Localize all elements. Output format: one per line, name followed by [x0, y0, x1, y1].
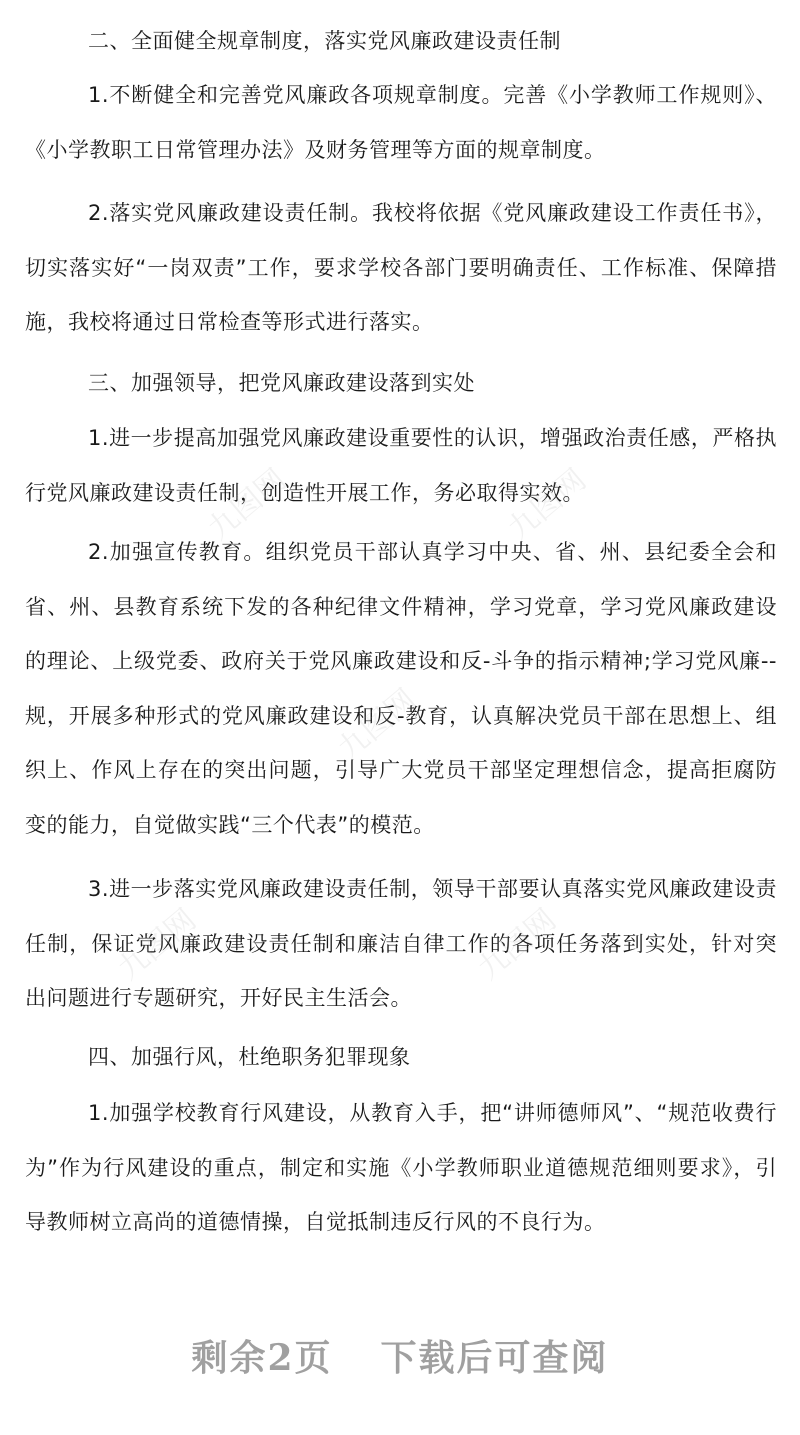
watermark: 九图网 — [111, 902, 203, 988]
watermark: 九图网 — [501, 462, 593, 548]
watermark: 九图网 — [471, 902, 563, 988]
section-3-paragraph-2: 2.加强宣传教育。组织党员干部认真学习中央、省、州、县纪委全会和省、州、县教育系统下发的各种纪律文件精神，学习党章，学习党风廉政建设的理论、上级党委、政府关于党风廉政建设和反-斗争的指示精神;学习党风廉--规，开展多种形式的党风廉政建设和反-教育，认真解决党员干部在思想上、组织上、作风上存在的突出问题，引导广大党员干部坚定理想信念，提高拒腐防变的能力，自觉做实践“三个代表”的模范。 — [25, 540, 777, 837]
download-prompt[interactable] — [0, 1330, 800, 1381]
section-4-paragraph-1: 1.加强学校教育行风建设，从教育入手，把“讲师德师风”、“规范收费行为”作为行风建设的重点，制定和实施《小学教师职业道德规范细则要求》，引导教师树立高尚的道德情操，自觉抵制违反行风的不良行为。 — [25, 1101, 777, 1235]
section-4-heading: 四、加强行风，杜绝职务犯罪现象 — [88, 1045, 411, 1069]
section-3-heading: 三、加强领导，把党风廉政建设落到实处 — [88, 371, 475, 395]
watermark: 九图网 — [201, 462, 293, 548]
download-to-view-label: 下载后可查阅 — [380, 1337, 609, 1379]
section-2-heading: 二、全面健全规章制度，落实党风廉政建设责任制 — [88, 29, 561, 53]
watermark: 九图网 — [331, 682, 423, 768]
remaining-pages-label: 剩余2页 — [191, 1337, 333, 1379]
section-2-paragraph-1: 1.不断健全和完善党风廉政各项规章制度。完善《小学教师工作规则》、《小学教职工日常管理办法》及财务管理等方面的规章制度。 — [25, 83, 777, 162]
section-2-paragraph-2: 2.落实党风廉政建设责任制。我校将依据《党风廉政建设工作责任书》，切实落实好“一岗双责”工作，要求学校各部门要明确责任、工作标准、保障措施，我校将通过日常检查等形式进行落实。 — [25, 201, 777, 335]
section-3-paragraph-3: 3.进一步落实党风廉政建设责任制，领导干部要认真落实党风廉政建设责任制，保证党风廉政建设责任制和廉洁自律工作的各项任务落到实处，针对突出问题进行专题研究，开好民主生活会。 — [25, 877, 777, 1011]
section-3-paragraph-1: 1.进一步提高加强党风廉政建设重要性的认识，增强政治责任感，严格执行党风廉政建设责任制，创造性开展工作，务必取得实效。 — [25, 426, 777, 505]
